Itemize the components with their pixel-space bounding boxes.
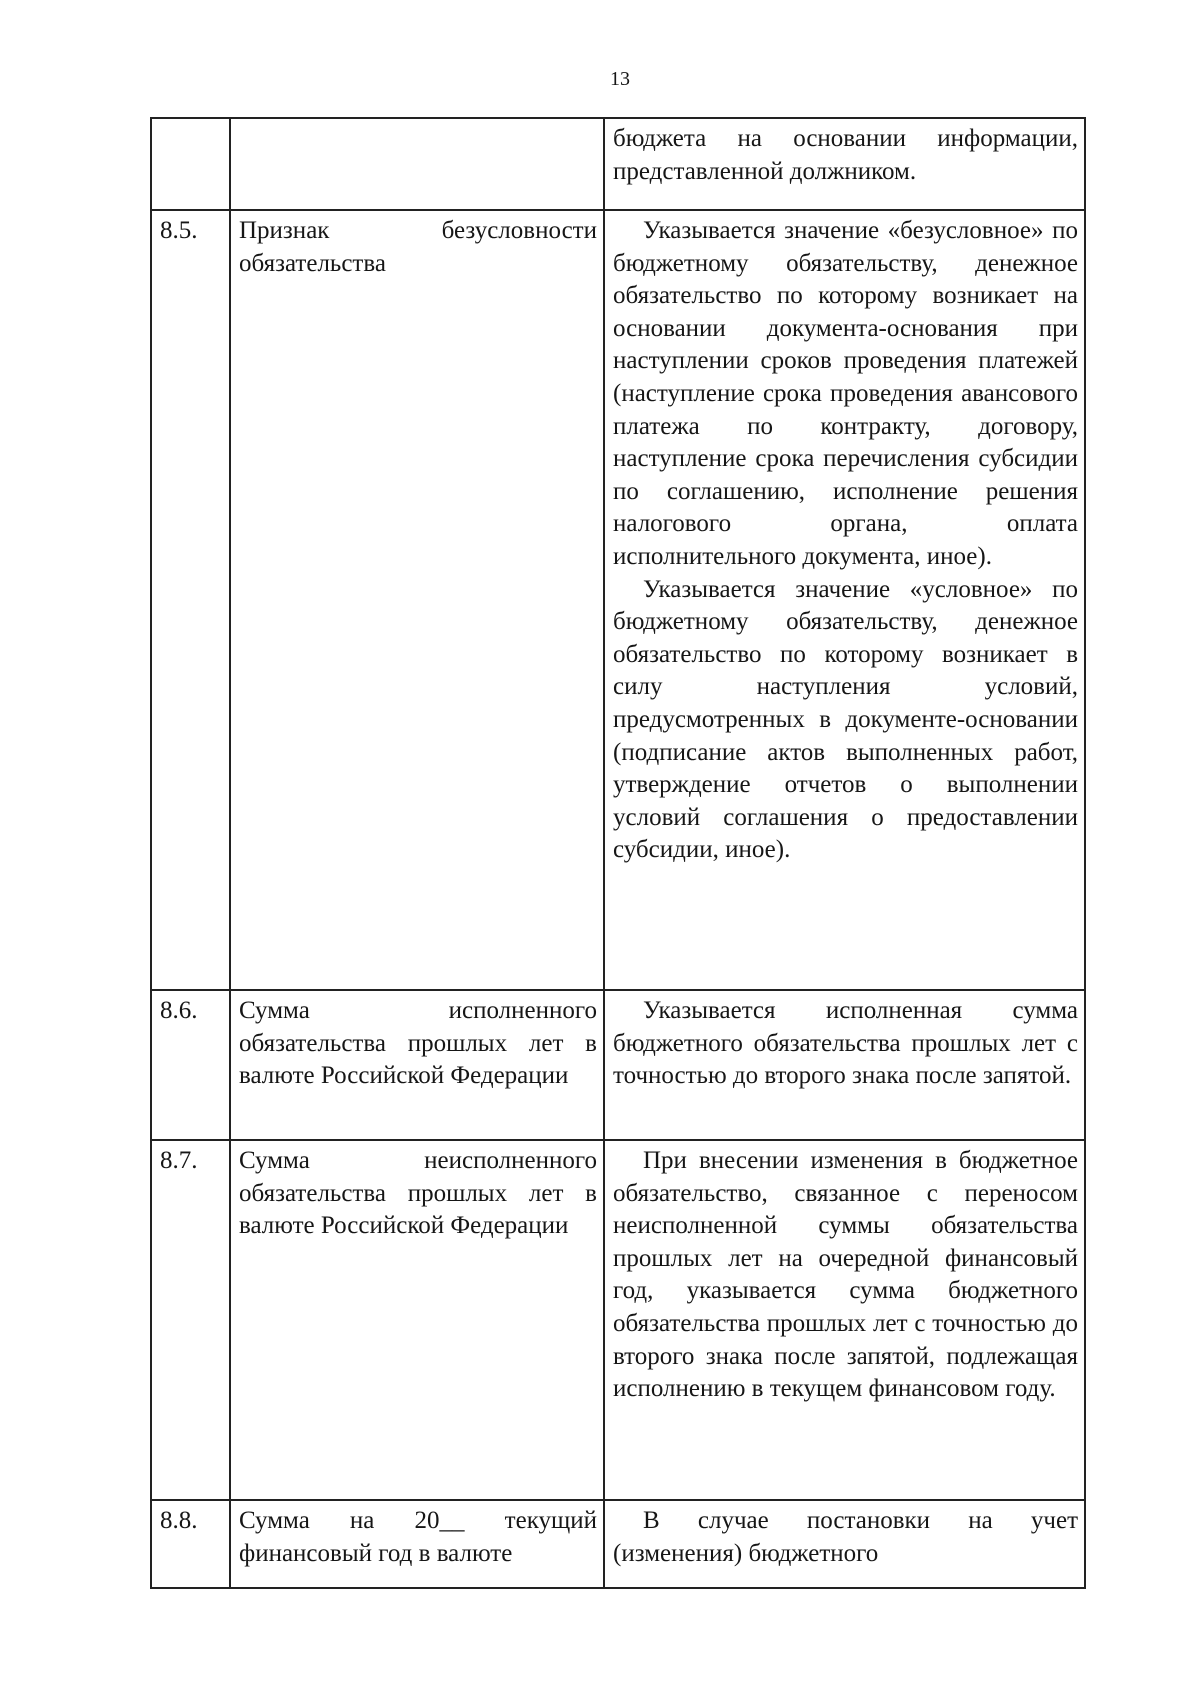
row-number: 8.8. (151, 1500, 230, 1588)
field-name: Сумма исполненного обязательства прошлых лет в валюте Российской Федерации (230, 990, 604, 1140)
field-name (230, 118, 604, 210)
field-description (604, 1140, 1085, 1500)
description-paragraph: Указывается значение «условное» по бюджетному обязательству, денежное обязательство по которому возникает в силу наступления условий, предусмотренных в документе-основании (подписание актов выполненных работ, утверждение отчетов о выполнении условий соглашения о предоставлении субсидии, иное). (613, 575, 1078, 864)
description-paragraph: В случае постановки на учет (изменения) бюджетного (613, 1507, 1078, 1567)
field-name: Сумма на 20__ текущий финансовый год в валюте (230, 1500, 604, 1588)
field-description (604, 990, 1085, 1140)
description-paragraph: При внесении изменения в бюджетное обязательство, связанное с переносом неисполненной суммы обязательства прошлых лет на очередной финансовый год, указывается сумма бюджетного обязательства прошлых лет с точностью до второго знака после запятой, подлежащая исполнению в текущем финансовом году. (613, 1147, 1078, 1403)
row-number (151, 118, 230, 210)
field-description (604, 1500, 1085, 1588)
field-description (604, 210, 1085, 990)
row-number: 8.5. (151, 210, 230, 990)
page-number: 13 (610, 68, 630, 90)
field-name: Признак безусловности обязательства (230, 210, 604, 990)
table-row (151, 1140, 1085, 1500)
row-number: 8.7. (151, 1140, 230, 1500)
description-paragraph: Указывается значение «безусловное» по бюджетному обязательству, денежное обязательство по которому возникает на основании документа-основания при наступлении сроков проведения платежей (наступление срока проведения авансового платежа по контракту, договору, наступление срока перечисления субсидии по соглашению, исполнение решения налогового органа, оплата исполнительного документа, иное). (613, 217, 1078, 570)
table-row (151, 118, 1085, 210)
field-description (604, 118, 1085, 210)
field-name: Сумма неисполненного обязательства прошлых лет в валюте Российской Федерации (230, 1140, 604, 1500)
table-row (151, 990, 1085, 1140)
description-paragraph: бюджета на основании информации, представленной должником. (613, 125, 1078, 185)
table-row (151, 210, 1085, 990)
description-paragraph: Указывается исполненная сумма бюджетного обязательства прошлых лет с точностью до второго знака после запятой. (613, 997, 1078, 1090)
requisites-table (150, 117, 1086, 1589)
table-row (151, 1500, 1085, 1588)
row-number: 8.6. (151, 990, 230, 1140)
